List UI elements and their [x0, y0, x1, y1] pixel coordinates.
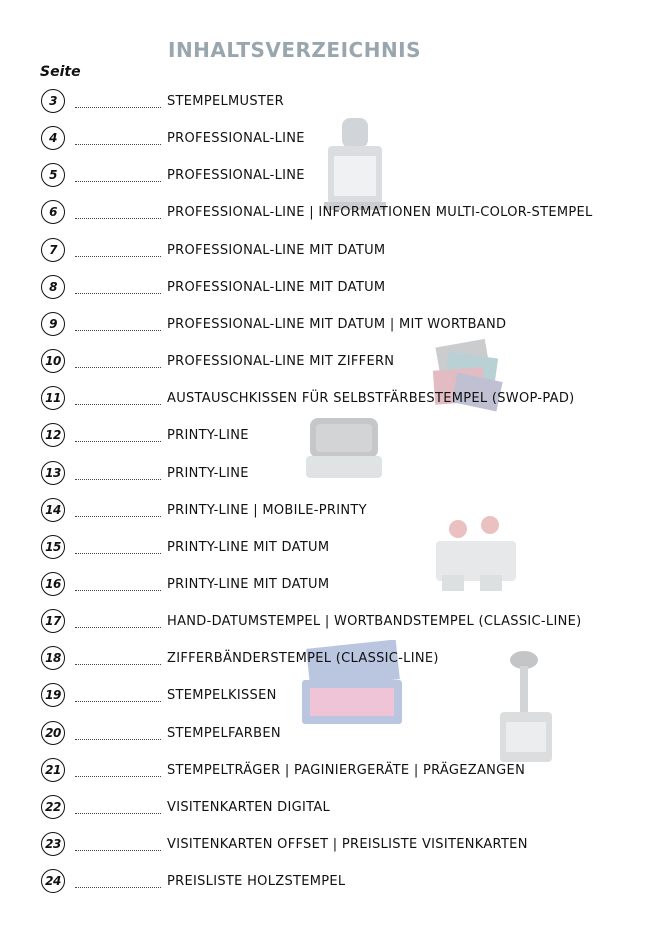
dot-leader	[75, 516, 161, 517]
toc-entry-title: STEMPELFARBEN	[167, 726, 281, 741]
dot-leader	[75, 479, 161, 480]
toc-entry	[41, 683, 661, 709]
toc-entry	[41, 386, 661, 412]
page-number-circle: 17	[41, 609, 65, 633]
toc-entry	[41, 312, 661, 338]
toc-entry-title: STEMPELMUSTER	[167, 94, 284, 109]
dot-leader	[75, 293, 161, 294]
dot-leader	[75, 107, 161, 108]
toc-entry-title: VISITENKARTEN OFFSET | PREISLISTE VISITENKARTEN	[167, 837, 528, 852]
dot-leader	[75, 850, 161, 851]
toc-entry	[41, 795, 661, 821]
toc-entry	[41, 163, 661, 189]
toc-entry-title: VISITENKARTEN DIGITAL	[167, 800, 331, 815]
page-number-circle: 12	[41, 423, 65, 447]
page-number-circle: 21	[41, 758, 65, 782]
page-number-circle: 9	[41, 312, 65, 336]
toc-entry	[41, 423, 661, 449]
page-number-circle: 18	[41, 646, 65, 670]
toc-entry-title: ZIFFERBÄNDERSTEMPEL (CLASSIC-LINE)	[167, 651, 439, 666]
toc-entry-title: AUSTAUSCHKISSEN FÜR SELBSTFÄRBESTEMPEL (SWOP-PAD)	[167, 391, 575, 406]
page-number-circle: 19	[41, 683, 65, 707]
page-number-circle: 24	[41, 869, 65, 893]
toc-entry	[41, 238, 661, 264]
toc-entry-title: PRINTY-LINE MIT DATUM	[167, 540, 330, 555]
dot-leader	[75, 330, 161, 331]
page-number-circle: 8	[41, 275, 65, 299]
toc-entry-title: STEMPELTRÄGER | PAGINIERGERÄTE | PRÄGEZANGEN	[167, 763, 526, 778]
dot-leader	[75, 627, 161, 628]
toc-entry-title: PROFESSIONAL-LINE MIT DATUM | MIT WORTBAND	[167, 317, 507, 332]
page-title: INHALTSVERZEICHNIS	[168, 38, 422, 62]
toc-entry	[41, 275, 661, 301]
dot-leader	[75, 144, 161, 145]
toc-entry-title: PRINTY-LINE MIT DATUM	[167, 577, 330, 592]
page-number-circle: 7	[41, 238, 65, 262]
dot-leader	[75, 739, 161, 740]
toc-entry	[41, 461, 661, 487]
toc-entry	[41, 200, 661, 226]
toc-entry-title: STEMPELKISSEN	[167, 688, 277, 703]
toc-entry-title: PRINTY-LINE | MOBILE-PRINTY	[167, 503, 367, 518]
toc-entry	[41, 535, 661, 561]
page-column-label: Seite	[40, 64, 81, 80]
toc-entry	[41, 721, 661, 747]
dot-leader	[75, 590, 161, 591]
toc-entry	[41, 349, 661, 375]
page-number-circle: 13	[41, 461, 65, 485]
toc-entry-title: PROFESSIONAL-LINE MIT DATUM	[167, 243, 386, 258]
dot-leader	[75, 404, 161, 405]
page-number-circle: 15	[41, 535, 65, 559]
toc-entry	[41, 609, 661, 635]
page-number-circle: 6	[41, 200, 65, 224]
toc-entry-title: HAND-DATUMSTEMPEL | WORTBANDSTEMPEL (CLASSIC-LINE)	[167, 614, 582, 629]
toc-entry-title: PRINTY-LINE	[167, 466, 249, 481]
toc-entry	[41, 572, 661, 598]
page-number-circle: 10	[41, 349, 65, 373]
toc-entry-title: PROFESSIONAL-LINE	[167, 168, 305, 183]
dot-leader	[75, 813, 161, 814]
toc-entry-title: PREISLISTE HOLZSTEMPEL	[167, 874, 346, 889]
toc-entry	[41, 126, 661, 152]
toc-entry	[41, 869, 661, 895]
toc-entry-title: PROFESSIONAL-LINE MIT DATUM	[167, 280, 386, 295]
toc-entry-title: PROFESSIONAL-LINE | INFORMATIONEN MULTI-COLOR-STEMPEL	[167, 205, 593, 220]
dot-leader	[75, 776, 161, 777]
dot-leader	[75, 701, 161, 702]
dot-leader	[75, 181, 161, 182]
dot-leader	[75, 218, 161, 219]
page-number-circle: 22	[41, 795, 65, 819]
toc-entry	[41, 646, 661, 672]
page-number-circle: 11	[41, 386, 65, 410]
dot-leader	[75, 664, 161, 665]
dot-leader	[75, 367, 161, 368]
toc-entry-title: PRINTY-LINE	[167, 428, 249, 443]
page-number-circle: 16	[41, 572, 65, 596]
page-number-circle: 5	[41, 163, 65, 187]
page-number-circle: 20	[41, 721, 65, 745]
toc-entry-title: PROFESSIONAL-LINE MIT ZIFFERN	[167, 354, 395, 369]
dot-leader	[75, 256, 161, 257]
toc-entry-title: PROFESSIONAL-LINE	[167, 131, 305, 146]
toc-entry	[41, 832, 661, 858]
page-number-circle: 14	[41, 498, 65, 522]
toc-entry	[41, 758, 661, 784]
dot-leader	[75, 887, 161, 888]
dot-leader	[75, 553, 161, 554]
toc-entry	[41, 498, 661, 524]
page-number-circle: 3	[41, 89, 65, 113]
toc-entry	[41, 89, 661, 115]
page-number-circle: 4	[41, 126, 65, 150]
page-number-circle: 23	[41, 832, 65, 856]
dot-leader	[75, 441, 161, 442]
